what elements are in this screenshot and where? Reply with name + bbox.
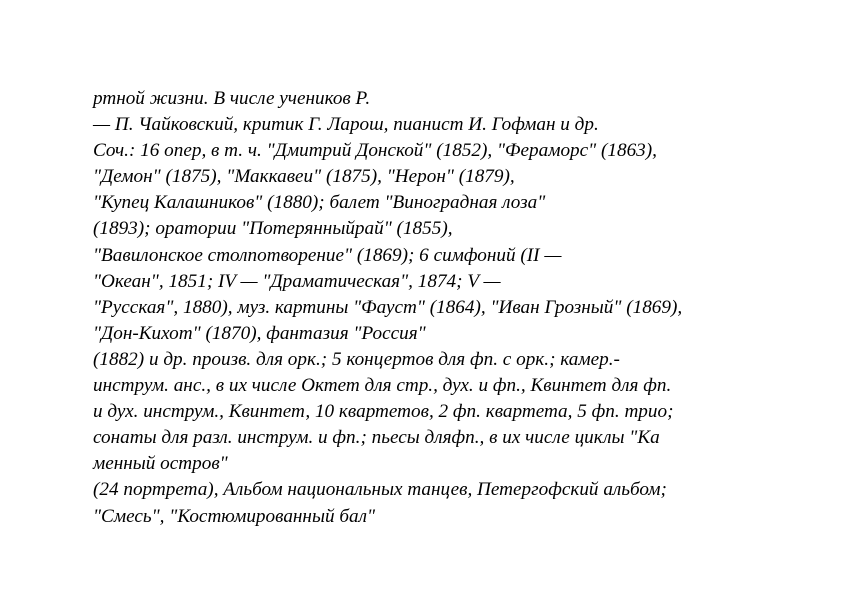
text-line-17: "Смесь", "Костюмированный бал" (93, 505, 376, 527)
text-line-13: и дух. инструм., Квинтет, 10 квартетов, 2 фп. квартета, 5 фп. трио; (93, 401, 674, 423)
body-text (93, 86, 813, 530)
text-line-14: сонаты для разл. инструм. и фп.; пьесы дляфп., в их числе циклы "Ка (93, 427, 660, 449)
text-line-5: "Купец Калашников" (1880); балет "Виноградная лоза" (93, 192, 546, 214)
text-line-7: "Вавилонское столпотворение" (1869); 6 симфоний (II — (93, 244, 562, 266)
text-line-8: "Океан", 1851; IV — "Драматическая", 1874; V — (93, 270, 501, 292)
text-line-1: ртной жизни. В числе учеников Р. (93, 88, 371, 109)
text-line-10: "Дон-Кихот" (1870), фантазия "Россия" (93, 322, 426, 344)
text-line-9: "Русская", 1880), муз. картины "Фауст" (1864), "Иван Грозный" (1869), (93, 296, 683, 318)
text-line-15: менный остров" (93, 453, 228, 475)
text-line-4: "Демон" (1875), "Маккавеи" (1875), "Нерон" (1879), (93, 166, 515, 188)
text-line-6: (1893); оратории "Потерянныйрай" (1855), (93, 218, 453, 240)
text-line-11: (1882) и др. произв. для орк.; 5 концертов для фп. с орк.; камер.- (93, 348, 620, 370)
text-line-3: Соч.: 16 опер, в т. ч. "Дмитрий Донской" (1852), "Фераморс" (1863), (93, 140, 657, 162)
text-line-2: — П. Чайковский, критик Г. Ларош, пианист И. Гофман и др. (93, 114, 599, 136)
text-line-16: (24 портрета), Альбом национальных танцев, Петергофский альбом; (93, 479, 667, 501)
text-line-12: инструм. анс., в их числе Октет для стр., дух. и фп., Квинтет для фп. (93, 375, 672, 397)
